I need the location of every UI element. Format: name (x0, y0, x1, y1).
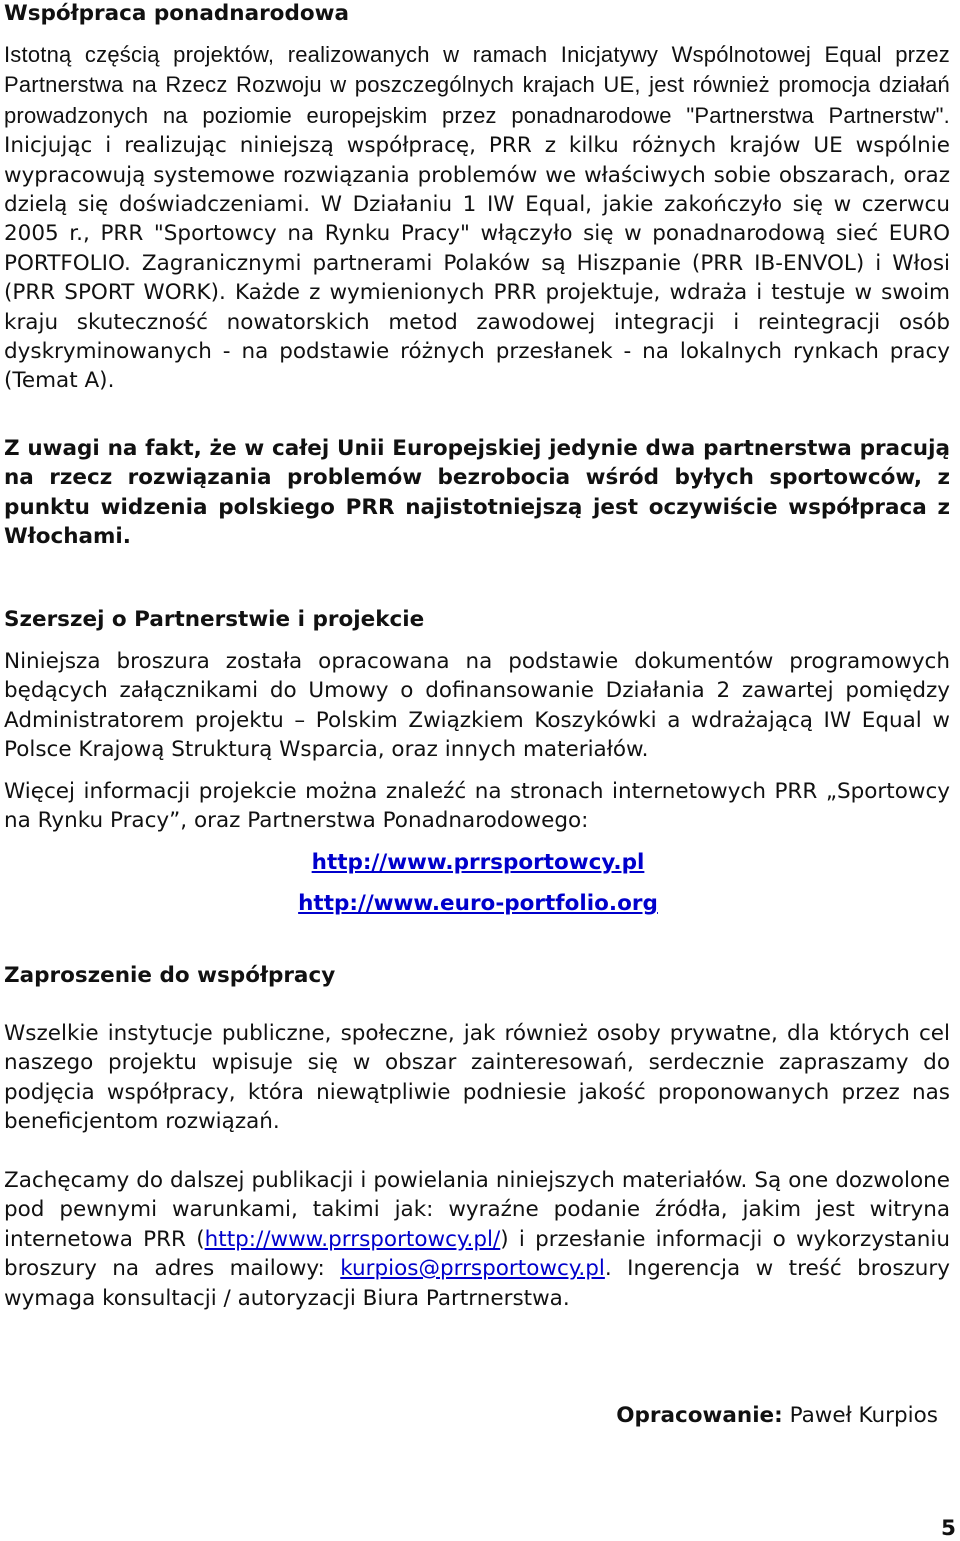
signature-name: Paweł Kurpios (782, 1403, 938, 1428)
link-euro-portfolio[interactable]: http://www.euro-portfolio.org (298, 891, 658, 916)
page-number: 5 (941, 1516, 956, 1541)
links-block (4, 842, 952, 924)
signature-label: Opracowanie: (616, 1403, 783, 1428)
section-heading-invitation: Zaproszenie do współpracy (4, 963, 336, 988)
link-prrsportowcy[interactable]: http://www.prrsportowcy.pl (311, 850, 645, 875)
paragraph-intro-part2: Inicjując i realizując niniejszą współpracę, PRR z kilku różnych krajów UE wspólnie wypracowują systemowe rozwiązania problemów we właściwych sobie obszarach, oraz dzielą się doświadczeniami. W Działaniu 1 IW Equal, jakie zakończyło się w czerwcu 2005 r., PRR "Sportowcy na Rynku Pracy" włączyło się w ponadnarodową sieć EURO PORTFOLIO. Zagranicznymi partnerami Polaków są Hiszpanie (PRR IB-ENVOL) i Włosi (PRR SPORT WORK). Każde z wymienionych PRR projektuje, wdraża i testuje w swoim kraju skuteczność nowatorskich metod zawodowej integracji i reintegracji osób dyskryminowanych - na podstawie różnych przesłanek - na lokalnych rynkach pracy (Temat A). (4, 133, 950, 394)
paragraph-intro (4, 40, 950, 396)
section-heading-cooperation: Współpraca ponadnarodowa (4, 1, 349, 26)
publication-terms-text-3: . Ingerencja w treść broszury wymaga konsultacji / autoryzacji Biura Partrnerstwa. (4, 1256, 950, 1311)
paragraph-intro-part1: Istotną częścią projektów, realizowanych w ramach Inicjatywy Wspólnotowej Equal przez Partnerstwa na Rzecz Rozwoju w poszczególnych krajach UE, jest również promocja działań prowadzonych na poziomie europejskim przez ponadnarodowe "Partnerstwa Partnerstw". (4, 42, 950, 128)
signature (616, 1402, 938, 1430)
paragraph-invitation: Wszelkie instytucje publiczne, społeczne, jak również osoby prywatne, dla których cel naszego projektu wpisuje się w obszar zainteresowań, serdecznie zapraszamy do podjęcia współpracy, która niewątpliwie podniesie jakość proponowanych przez nas beneficjentom rozwiązań. (4, 1021, 950, 1135)
paragraph-italy-partnership: Z uwagi na fakt, że w całej Unii Europejskiej jedynie dwa partnerstwa pracują na rzecz rozwiązania problemów bezrobocia wśród byłych sportowców, z punktu widzenia polskiego PRR najistotniejszą jest oczywiście współpraca z Włochami. (4, 436, 950, 550)
paragraph-publication-terms (4, 1166, 950, 1313)
inline-link-prrsportowcy[interactable]: http://www.prrsportowcy.pl/ (204, 1226, 501, 1252)
publication-terms-text-1: Zachęcamy do dalszej publikacji i powielania niniejszych materiałów. Są one dozwolone pod pewnymi warunkami, takimi jak: wyraźne podanie źródła, jakim jest witryna internetowa PRR ( (4, 1168, 950, 1252)
email-link-kurpios[interactable]: kurpios@prrsportowcy.pl (340, 1256, 605, 1282)
paragraph-more-info: Więcej informacji projekcie można znaleźć na stronach internetowych PRR „Sportowcy na Rynku Pracy”, oraz Partnerstwa Ponadnarodowego: (4, 779, 950, 834)
section-heading-partnership: Szerszej o Partnerstwie i projekcie (4, 607, 425, 632)
publication-terms-text-2: ) i przesłanie informacji o wykorzystaniu broszury na adres mailowy: (4, 1226, 950, 1282)
paragraph-brochure-basis: Niniejsza broszura została opracowana na podstawie dokumentów programowych będących załącznikami do Umowy o dofinansowanie Działania 2 zawartej pomiędzy Administratorem projektu – Polskim Związkiem Koszykówki a wdrażającą IW Equal w Polsce Krajową Strukturą Wsparcia, oraz innych materiałów. (4, 649, 950, 763)
